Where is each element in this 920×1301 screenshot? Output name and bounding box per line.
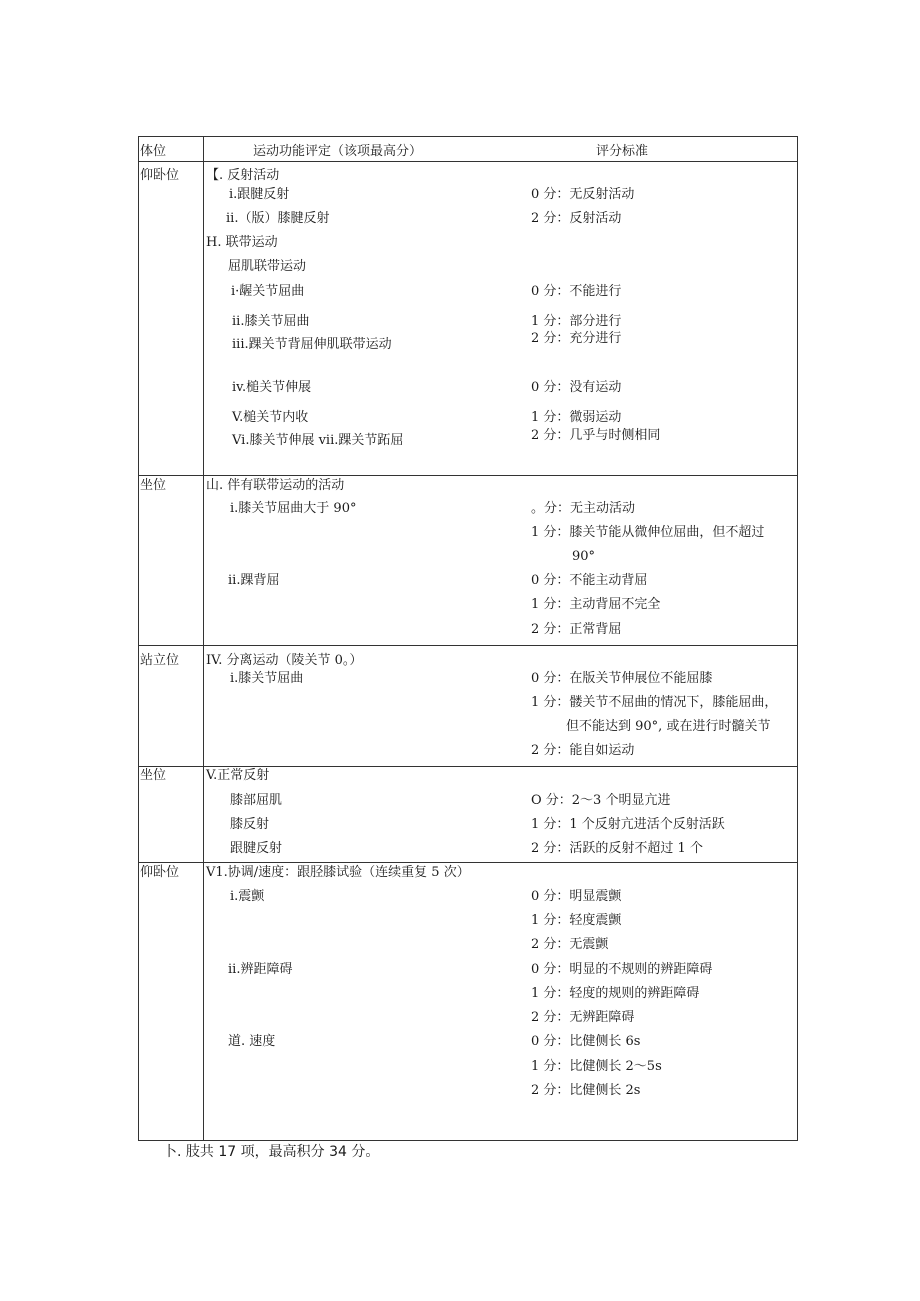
position-supine-2: 仰卧位 (140, 865, 180, 880)
section-title-coordination: V1.协调/速度：跟胫膝试验（连续重复 5 次） (206, 865, 470, 880)
section-title-reflex: 【. 反射活动 (206, 168, 280, 183)
item-text: ii.辨距障碍 (228, 962, 293, 977)
item-text: Vi.膝关节伸展 vii.踝关节跖屈 (232, 433, 404, 448)
score-text: 2 分：无辨距障碍 (531, 1010, 635, 1025)
score-text: 2 分：活跃的反射不超过 1 个 (531, 841, 703, 856)
section-title-synergy-activity: 山. 伴有联带运动的活动 (206, 478, 345, 493)
header-divider (138, 161, 798, 162)
item-text: i.膝关节屈曲 (230, 671, 304, 686)
score-text: 0 分：明显震颤 (531, 889, 622, 904)
position-sitting-2: 坐位 (140, 768, 167, 783)
position-sitting-1: 坐位 (140, 478, 167, 493)
score-text: 0 分：不能主动背屈 (531, 573, 648, 588)
item-text: iv.槌关节伸展 (232, 380, 312, 395)
section-title-normal-reflex: V.正常反射 (206, 768, 270, 783)
score-text: 1 分：比健侧长 2～5s (531, 1059, 662, 1074)
score-text: 2 分：能自如运动 (531, 743, 635, 758)
item-text: 膝反射 (230, 817, 270, 832)
score-text: 。分：无主动活动 (531, 501, 636, 516)
score-text: 90° (572, 549, 596, 564)
position-standing: 站立位 (140, 653, 180, 668)
row-divider (138, 862, 798, 863)
score-text: 1 分：微弱运动 (531, 410, 622, 425)
score-text: 1 分：部分进行 (531, 314, 622, 329)
item-text: V.槌关节内收 (232, 410, 309, 425)
score-text: 1 分：髅关节不屈曲的情况下，膝能屈曲， (531, 695, 778, 710)
item-text: iii.踝关节背屈伸肌联带运动 (232, 337, 392, 352)
score-text: 0 分：比健侧长 6s (531, 1034, 641, 1049)
item-text: ii.踝背屈 (228, 573, 280, 588)
score-text: 1 分：膝关节能从微伸位屈曲，但不超过 (531, 525, 765, 540)
section-title-synergy: H. 联带运动 (206, 235, 278, 250)
subsection-title: 屈肌联带运动 (228, 259, 307, 274)
score-text: 但不能达到 90°, 或在进行时髓关节 (566, 719, 771, 734)
row-divider (138, 766, 798, 767)
score-text: 0 分：没有运动 (531, 380, 622, 395)
item-text: i.膝关节屈曲大于 90° (230, 501, 357, 516)
score-text: 1 分：轻度震颤 (531, 913, 622, 928)
score-text: 2 分：正常背屈 (531, 622, 622, 637)
header-position: 体位 (140, 144, 167, 159)
item-text: ii.膝关节屈曲 (232, 314, 310, 329)
score-text: 2 分：无震颤 (531, 937, 609, 952)
item-text: i.跟腱反射 (229, 187, 290, 202)
item-text: ii.（版）膝腱反射 (226, 211, 330, 226)
header-item: 运动功能评定（该项最高分） (253, 144, 423, 159)
score-text: 2 分：反射活动 (531, 211, 622, 226)
score-text: O 分：2～3 个明显亢进 (531, 793, 671, 808)
score-text: 1 分：主动背屈不完全 (531, 597, 661, 612)
score-text: 2 分：几乎与时侧相同 (531, 428, 661, 443)
score-text: 1 分：1 个反射亢进活个反射活跃 (531, 817, 725, 832)
row-divider (138, 475, 798, 476)
item-text: 跟腱反射 (230, 841, 283, 856)
row-divider (138, 645, 798, 646)
item-text: 膝部屈肌 (230, 793, 283, 808)
item-text: i.震颤 (230, 889, 265, 904)
section-title-separation: IV. 分离运动（陵关节 0。） (206, 653, 363, 668)
item-text: i·龌关节屈曲 (231, 284, 305, 299)
column-divider (203, 136, 204, 1141)
score-text: 0 分：无反射活动 (531, 187, 635, 202)
footnote: 卜. 肢共 17 项，最高积分 34 分。 (163, 1144, 380, 1160)
position-supine-1: 仰卧位 (140, 168, 180, 183)
score-text: 0 分：在版关节伸展位不能屈膝 (531, 671, 713, 686)
score-text: 2 分：比健侧长 2s (531, 1083, 641, 1098)
item-text: 道. 速度 (228, 1034, 276, 1049)
score-text: 2 分：充分进行 (531, 331, 622, 346)
header-standard: 评分标准 (596, 144, 649, 159)
score-text: 0 分：明显的不规则的辨距障碍 (531, 962, 713, 977)
score-text: 0 分：不能进行 (531, 284, 622, 299)
score-text: 1 分：轻度的规则的辨距障碍 (531, 986, 700, 1001)
